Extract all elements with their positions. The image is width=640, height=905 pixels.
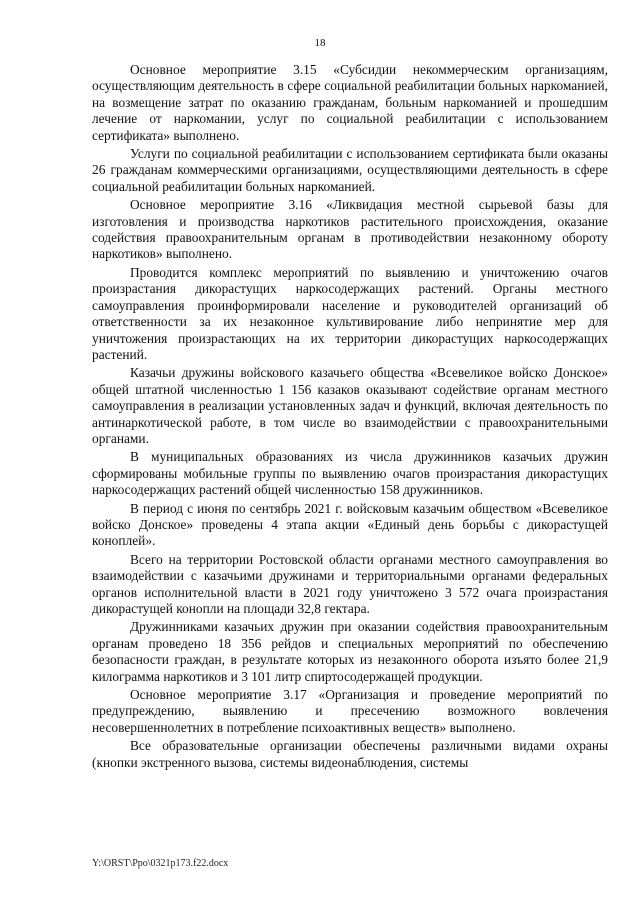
paragraph-rehab-services: Услуги по социальной реабилитации с использованием сертификата были оказаны 26 гражданам коммерческими организациями, осуществляющими деятельность в сфере социальной реабилитации больных наркоманией. (92, 146, 608, 194)
document-body (92, 62, 608, 773)
paragraph-destroyed-foci: Всего на территории Ростовской области органами местного самоуправления во взаимодействии с казачьими дружинами и территориальными органами федеральных органов исполнительной власти в 2021 году уничтожено 3 572 очага произрастания дикорастущей конопли на площади 32,8 гектара. (92, 551, 608, 616)
paragraph-campaign-stages: В период с июня по сентябрь 2021 г. войсковым казачьим обществом «Всевеликое войско Донское» проведены 4 этапа акции «Единый день борьбы с дикорастущей коноплей». (92, 500, 608, 549)
paragraph-measure-3-15: Основное мероприятие 3.15 «Субсидии некоммерческим организациям, осуществляющим деятельность в сфере социальной реабилитации больных наркоманией, на возмещение затрат по оказанию гражданам, больным наркоманией и прошедшим лечение от наркомании, услуг по социальной реабилитации с использованием сертификата» выполнено. (92, 62, 608, 143)
paragraph-measure-3-16: Основное мероприятие 3.16 «Ликвидация местной сырьевой базы для изготовления и производства наркотиков растительного происхождения, оказание содействия правоохранительным органам в противодействии незаконному обороту наркотиков» выполнено. (92, 197, 608, 262)
paragraph-security-systems: Все образовательные организации обеспечены различными видами охраны (кнопки экстренного вызова, системы видеонаблюдения, системы (92, 738, 608, 770)
paragraph-measure-3-17: Основное мероприятие 3.17 «Организация и проведение мероприятий по предупреждению, выявлению и пресечению возможного вовлечения несовершеннолетних в потребление психоактивных веществ» выполнено. (92, 687, 608, 735)
footer-file-path: Y:\ORST\Ppo\0321p173.f22.docx (92, 858, 229, 869)
page-number: 18 (314, 37, 326, 49)
paragraph-mobile-groups: В муниципальных образованиях из числа дружинников казачьих дружин сформированы мобильные группы по выявлению очагов произрастания дикорастущих наркосодержащих растений общей численностью 158 дружинников. (92, 449, 608, 498)
paragraph-cossack-squads: Казачьи дружины войскового казачьего общества «Всевеликое войско Донское» общей штатной численностью 1 156 казаков оказывают содействие органам местного самоуправления в реализации установленных задач и функций, включая деятельность по антинаркотической работе, в том числе во взаимодействии с правоохранительными органами. (92, 365, 608, 446)
paragraph-raids: Дружинниками казачьих дружин при оказании содействия правоохранительным органам проведено 18 356 рейдов и специальных мероприятий по обеспечению безопасности граждан, в результате которых из незаконного оборота изъято более 21,9 килограмма наркотиков и 3 101 литр спиртосодержащей продукции. (92, 619, 608, 684)
paragraph-eradication-measures: Проводится комплекс мероприятий по выявлению и уничтожению очагов произрастания дикорастущих наркосодержащих растений. Органы местного самоуправления проинформировали население и руководителей организаций об ответственности за их незаконное культивирование либо непринятие мер для уничтожения произрастающих на их территории дикорастущих наркосодержащих растений. (92, 264, 608, 362)
